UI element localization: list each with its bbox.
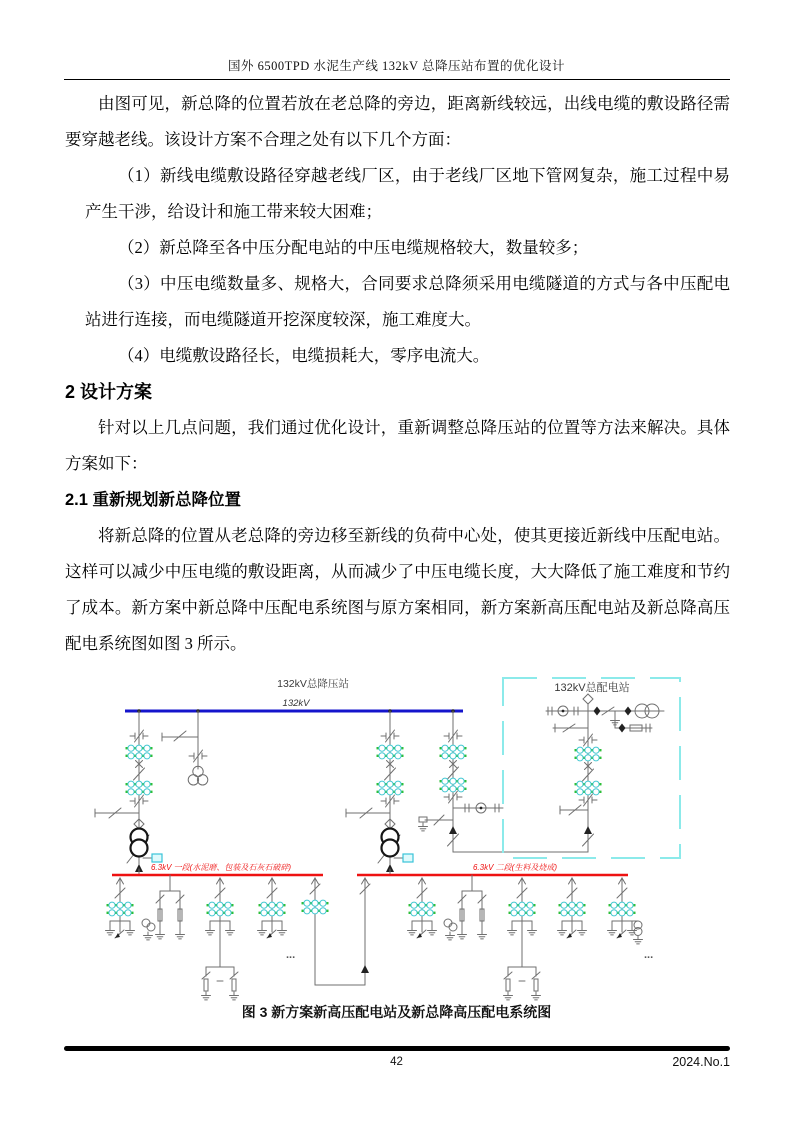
section-2-1-heading: 2.1 重新规划新总降位置 [65, 491, 242, 509]
figure-3-single-line-diagram [66, 670, 726, 1002]
pt-feeder [444, 875, 487, 940]
pt-feeder [142, 875, 185, 940]
page-number: 42 [390, 1056, 403, 1068]
single-line-diagram-svg [66, 670, 726, 1002]
mv-bus-section-2 [315, 863, 653, 1000]
load-feeder [558, 878, 587, 938]
list-item-1: （1）新线电缆敷设路径穿越老线厂区，由于老线厂区地下管网复杂，施工过程中易产生干涉，给设计和施工带来较大困难； [85, 166, 730, 221]
header-title: 国外 6500TPD 水泥生产线 132kV 总降压站布置的优化设计 [228, 59, 565, 73]
load-feeder [258, 878, 287, 938]
paragraph-section-2-1: 将新总降的位置从老总降的旁边移至新线的负荷中心处，使其更接近新线中压配电站。这样可以减少中压电缆的敷设距离，从而减少了中压电缆长度，大大降低了施工难度和节约了成本。新方案中新总降中压配电系统图与原方案相同，新方案新高压配电站及新总降高压配电系统图如图 3 所示。 [65, 526, 730, 653]
issue-label: 2024.No.1 [672, 1055, 730, 1069]
mv-bus2-label: 6.3kV 二段(生料及烧成) [472, 863, 558, 872]
transformer-feeder-t2 [346, 709, 413, 875]
list-item-3: （3）中压电缆数量多、规格大，合同要求总降须采用电缆隧道的方式与各中压配电站进行连接，而电缆隧道开挖深度较深，施工难度大。 [85, 274, 730, 329]
transformer-feeder-t1 [95, 709, 162, 875]
left-station [95, 677, 588, 875]
hv-bus-label: 132kV [282, 698, 310, 709]
mv-bus1-label: 6.3kV 一段(水泥磨、包装及石灰石破碎) [150, 863, 292, 872]
right-station-label: 132kV总配电站 [554, 682, 630, 694]
footer-rule [64, 1046, 730, 1051]
right-station-outline [503, 678, 680, 858]
header-rule [64, 79, 730, 80]
ellipsis-2: ... [644, 949, 654, 961]
ellipsis-1: ... [286, 949, 296, 961]
figure-caption: 图 3 新方案新高压配电站及新总降高压配电系统图 [241, 1004, 552, 1020]
paragraph-section-2: 针对以上几点问题，我们通过优化设计，重新调整总降压站的位置等方法来解决。具体方案如下： [65, 418, 730, 473]
list-item-4: （4）电缆敷设路径长，电缆损耗大，零序电流大。 [118, 346, 490, 365]
load-feeder-extended [504, 878, 541, 1000]
mv-bus-section-1 [106, 863, 329, 1000]
hv-pt-feeder [162, 709, 208, 785]
section-2-heading: 2 设计方案 [65, 382, 153, 402]
load-feeder-extended [202, 878, 239, 1000]
bus-tie-left [310, 878, 320, 985]
paragraph-intro: 由图可见，新总降的位置若放在老总降的旁边，距离新线较远，出线电缆的敷设路径需要穿越老线。该设计方案不合理之处有以下几个方面： [65, 94, 730, 149]
body-text [65, 86, 730, 662]
load-feeder [106, 878, 135, 938]
load-feeder [408, 878, 437, 938]
left-station-label: 132kV总降压站 [277, 678, 349, 690]
list-item-2: （2）新总降至各中压分配电站的中压电缆规格较大，数量较多； [118, 238, 589, 257]
right-station [503, 678, 680, 858]
load-feeder [608, 878, 637, 938]
